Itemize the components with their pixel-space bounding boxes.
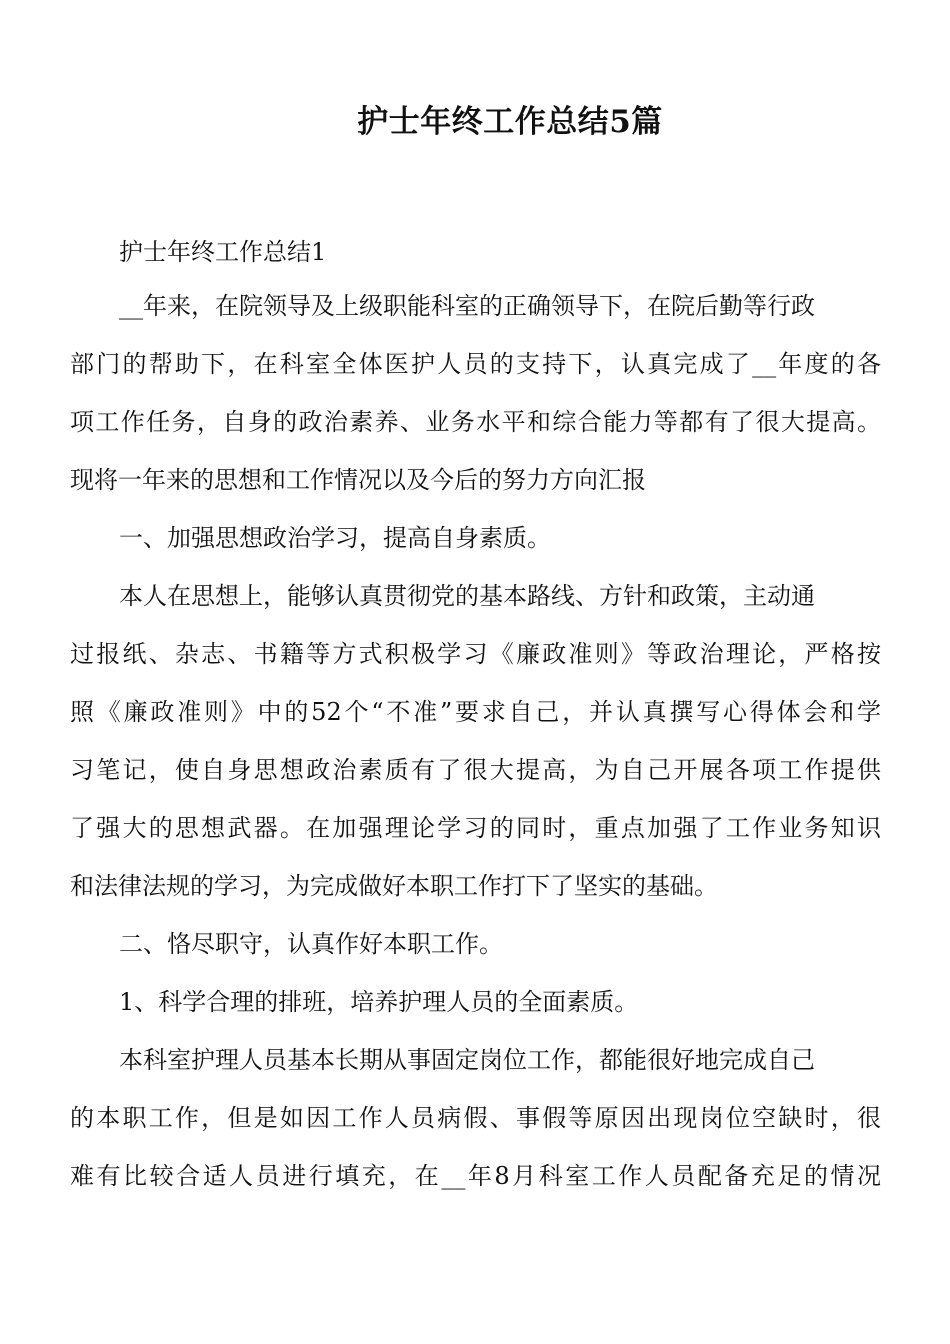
paragraph-line: 的本职工作，但是如因工作人员病假、事假等原因出现岗位空缺时，很 [70, 1104, 881, 1132]
paragraph-line: 部门的帮助下，在科室全体医护人员的支持下，认真完成了__年度的各 [70, 350, 881, 378]
paragraph-line: 了强大的思想武器。在加强理论学习的同时，重点加强了工作业务知识 [70, 814, 881, 842]
paragraph-line: 照《廉政准则》中的52个“不准”要求自己，并认真撰写心得体会和学 [70, 698, 881, 726]
section-heading: 护士年终工作总结1 [119, 238, 327, 266]
paragraph-line: 项工作任务，自身的政治素养、业务水平和综合能力等都有了很大提高。 [70, 408, 881, 436]
paragraph-line: 本人在思想上，能够认真贯彻党的基本路线、方针和政策，主动通 [119, 582, 815, 610]
paragraph-line: 习笔记，使自身思想政治素质有了很大提高，为自己开展各项工作提供 [70, 756, 881, 784]
paragraph-line: 本科室护理人员基本长期从事固定岗位工作，都能很好地完成自己 [119, 1046, 815, 1074]
paragraph-line: 过报纸、杂志、书籍等方式积极学习《廉政准则》等政治理论，严格按 [70, 640, 881, 668]
document-title: 护士年终工作总结5篇 [357, 104, 663, 140]
section-heading: 二、恪尽职守，认真作好本职工作。 [119, 930, 503, 958]
paragraph-line: 和法律法规的学习，为完成做好本职工作打下了坚实的基础。 [70, 872, 718, 900]
paragraph-line: 难有比较合适人员进行填充，在__年8月科室工作人员配备充足的情况 [70, 1162, 881, 1190]
paragraph-line: 现将一年来的思想和工作情况以及今后的努力方向汇报 [70, 466, 646, 494]
subsection-heading: 1、科学合理的排班，培养护理人员的全面素质。 [119, 988, 639, 1016]
section-heading: 一、加强思想政治学习，提高自身素质。 [119, 524, 551, 552]
paragraph-line: __年来，在院领导及上级职能科室的正确领导下，在院后勤等行政 [119, 292, 815, 320]
